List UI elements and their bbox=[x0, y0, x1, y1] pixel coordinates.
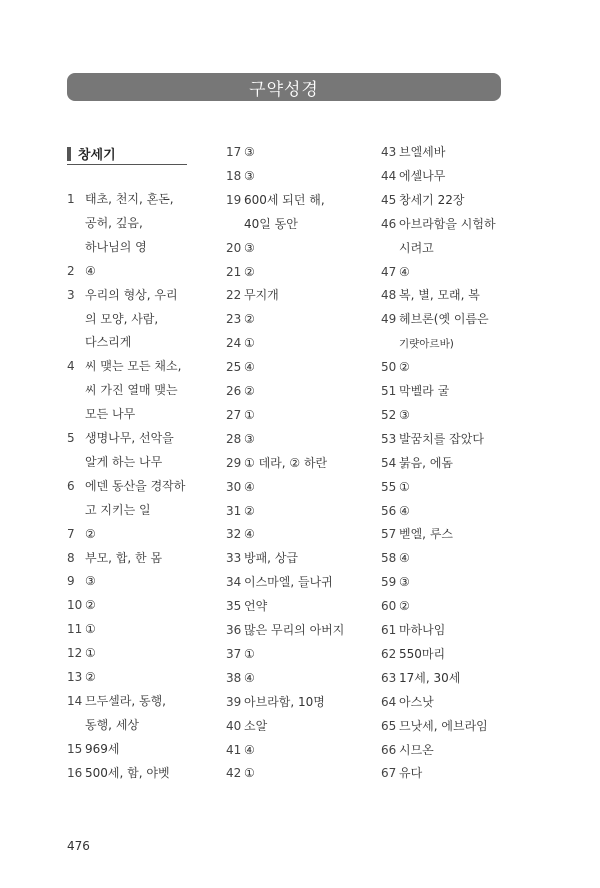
answer-item bbox=[226, 360, 255, 374]
question-number: 67 bbox=[381, 766, 397, 781]
answer-item bbox=[67, 527, 96, 541]
question-number: 26 bbox=[226, 384, 242, 398]
answer-text: ① bbox=[244, 407, 255, 422]
answer-item bbox=[381, 599, 410, 613]
question-number: 13 bbox=[67, 670, 83, 684]
answer-item bbox=[381, 360, 410, 374]
question-number: 10 bbox=[67, 598, 83, 613]
answer-continuation bbox=[381, 241, 434, 255]
question-number: 52 bbox=[381, 407, 397, 422]
answer-text: 아스낫 bbox=[399, 694, 434, 709]
question-number: 63 bbox=[381, 670, 397, 685]
answer-text: ② bbox=[244, 312, 255, 327]
question-number: 24 bbox=[226, 336, 242, 351]
answer-item bbox=[381, 695, 434, 709]
question-number: 41 bbox=[226, 742, 242, 757]
answer-text: ③ bbox=[399, 407, 410, 422]
question-number: 4 bbox=[67, 359, 75, 374]
answer-text: 씨 가진 열매 맺는 bbox=[85, 383, 178, 398]
answer-text: ④ bbox=[244, 479, 255, 494]
answer-item bbox=[226, 480, 255, 494]
answer-text: 많은 무리의 아버지 bbox=[244, 623, 345, 637]
answer-text: ② bbox=[85, 598, 96, 613]
answer-text: 시므온 bbox=[399, 742, 434, 757]
question-number: 57 bbox=[381, 527, 397, 542]
section-title: 창세기 bbox=[78, 148, 116, 163]
answer-text: 창세기 22장 bbox=[399, 192, 465, 207]
question-number: 19 bbox=[226, 192, 242, 207]
answer-item bbox=[67, 479, 185, 493]
answer-text: 언약 bbox=[244, 599, 268, 614]
question-number: 46 bbox=[381, 216, 397, 231]
answer-item bbox=[381, 719, 488, 733]
answer-text: 550마리 bbox=[399, 646, 446, 661]
answer-text: ④ bbox=[244, 360, 255, 375]
answer-item bbox=[381, 527, 453, 541]
question-number: 43 bbox=[381, 145, 397, 159]
question-number: 49 bbox=[381, 312, 397, 327]
question-number: 5 bbox=[67, 431, 75, 445]
section-banner bbox=[67, 73, 501, 101]
answer-item bbox=[381, 623, 445, 637]
answer-text: 마하나임 bbox=[399, 623, 446, 637]
answer-item bbox=[381, 384, 449, 398]
answer-item bbox=[226, 743, 255, 757]
answer-item bbox=[226, 288, 279, 302]
answer-continuation bbox=[67, 718, 139, 732]
question-number: 6 bbox=[67, 478, 75, 493]
question-number: 1 bbox=[67, 192, 75, 206]
answer-item bbox=[67, 551, 162, 565]
answer-text: 씨 맺는 모든 채소, bbox=[85, 359, 182, 374]
answer-item bbox=[381, 766, 422, 780]
question-number: 48 bbox=[381, 288, 397, 303]
answer-text: 소알 bbox=[244, 718, 268, 733]
answer-text: 에셀나무 bbox=[399, 168, 446, 183]
question-number: 2 bbox=[67, 263, 75, 278]
answer-item bbox=[381, 575, 410, 589]
question-number: 58 bbox=[381, 551, 397, 566]
answer-item bbox=[67, 598, 96, 612]
answer-continuation bbox=[67, 455, 162, 469]
answer-item bbox=[381, 456, 453, 470]
question-number: 54 bbox=[381, 455, 397, 470]
question-number: 25 bbox=[226, 360, 242, 375]
question-number: 11 bbox=[67, 622, 83, 637]
answer-text: ③ bbox=[399, 575, 410, 590]
answer-item bbox=[226, 145, 255, 159]
answer-text: 붉음, 에돔 bbox=[399, 455, 453, 470]
banner-title: 구약성경 bbox=[249, 79, 319, 100]
question-number: 42 bbox=[226, 766, 242, 781]
answer-item bbox=[67, 694, 166, 708]
answer-item bbox=[381, 408, 410, 422]
answer-item bbox=[226, 719, 267, 733]
answer-item bbox=[226, 551, 298, 565]
question-number: 17 bbox=[226, 145, 242, 159]
answer-text: 아브라함, 10명 bbox=[244, 694, 325, 709]
answer-item bbox=[67, 646, 96, 660]
answer-text: 브엘세바 bbox=[399, 145, 446, 159]
answer-text: ④ bbox=[244, 742, 255, 757]
question-number: 14 bbox=[67, 693, 83, 708]
answer-item bbox=[381, 743, 434, 757]
answer-continuation bbox=[67, 503, 151, 517]
answer-text: 발꿈치를 잡았다 bbox=[399, 431, 484, 446]
answer-item bbox=[381, 145, 445, 159]
answer-text: ④ bbox=[399, 264, 410, 279]
answer-item bbox=[67, 431, 174, 445]
answer-continuation bbox=[67, 407, 135, 421]
question-number: 33 bbox=[226, 551, 242, 566]
answer-text: 모든 나무 bbox=[85, 407, 136, 422]
answer-item bbox=[381, 647, 445, 661]
answer-text: 므두셀라, 동행, bbox=[85, 693, 166, 708]
answer-item bbox=[226, 671, 255, 685]
answer-item bbox=[226, 336, 255, 350]
answer-item bbox=[226, 599, 267, 613]
answer-text: ③ bbox=[244, 431, 255, 446]
question-number: 66 bbox=[381, 742, 397, 757]
answer-text: ④ bbox=[85, 263, 96, 278]
question-number: 44 bbox=[381, 168, 397, 183]
answer-text: ① bbox=[244, 646, 255, 661]
answer-text: ④ bbox=[244, 527, 255, 542]
answer-item bbox=[226, 647, 255, 661]
answer-item bbox=[381, 504, 410, 518]
question-number: 16 bbox=[67, 765, 83, 780]
answer-text: ③ bbox=[244, 168, 255, 183]
answer-text: ① 데라, ② 하란 bbox=[244, 455, 328, 470]
question-number: 31 bbox=[226, 503, 242, 518]
question-number: 8 bbox=[67, 550, 75, 565]
question-number: 35 bbox=[226, 599, 242, 614]
answer-item bbox=[67, 742, 120, 756]
question-number: 64 bbox=[381, 694, 397, 709]
answer-text: 동행, 세상 bbox=[85, 717, 139, 732]
answer-text: 헤브론(옛 이름은 bbox=[399, 312, 489, 327]
answer-text: ② bbox=[244, 503, 255, 518]
answer-text: 유다 bbox=[399, 766, 423, 781]
answer-item bbox=[381, 217, 496, 231]
answer-item bbox=[67, 622, 96, 636]
answer-item bbox=[381, 432, 484, 446]
question-number: 39 bbox=[226, 694, 242, 709]
answer-text: 969세 bbox=[85, 741, 120, 756]
answer-item bbox=[381, 551, 410, 565]
answer-text: ④ bbox=[244, 670, 255, 685]
answer-text: ① bbox=[244, 336, 255, 351]
question-number: 51 bbox=[381, 384, 397, 398]
question-number: 15 bbox=[67, 741, 83, 756]
page-number: 476 bbox=[67, 839, 90, 853]
answer-text: 다스리게 bbox=[85, 335, 132, 350]
answer-text: 막벨라 굴 bbox=[399, 384, 450, 398]
answer-continuation bbox=[226, 217, 298, 231]
answer-item bbox=[67, 670, 96, 684]
answer-text: 므낫세, 에브라임 bbox=[399, 718, 488, 733]
answer-item bbox=[67, 766, 170, 780]
answer-text: ② bbox=[244, 384, 255, 398]
answer-text: 벧엘, 루스 bbox=[399, 527, 453, 542]
question-number: 9 bbox=[67, 574, 75, 589]
answer-text: ② bbox=[244, 264, 255, 279]
answer-item bbox=[67, 192, 174, 206]
answer-text: ④ bbox=[399, 551, 410, 566]
question-number: 62 bbox=[381, 646, 397, 661]
question-number: 36 bbox=[226, 623, 242, 637]
answer-item bbox=[226, 456, 327, 470]
answer-item bbox=[226, 695, 325, 709]
answer-item bbox=[226, 766, 255, 780]
answer-item bbox=[226, 169, 255, 183]
question-number: 55 bbox=[381, 479, 397, 494]
answer-item bbox=[226, 384, 255, 398]
answer-text: 고 지키는 일 bbox=[85, 502, 151, 517]
question-number: 28 bbox=[226, 431, 242, 446]
question-number: 45 bbox=[381, 192, 397, 207]
answer-text: 의 모양, 사람, bbox=[85, 311, 159, 326]
answer-text: 600세 되던 해, bbox=[244, 192, 325, 207]
question-number: 27 bbox=[226, 407, 242, 422]
answer-text: 40일 동안 bbox=[244, 216, 298, 231]
answer-text: 아브라함을 시험하 bbox=[399, 216, 496, 231]
question-number: 21 bbox=[226, 264, 242, 279]
question-number: 7 bbox=[67, 526, 75, 541]
answer-text: 에덴 동산을 경작하 bbox=[85, 478, 186, 493]
answer-continuation bbox=[67, 312, 158, 326]
question-number: 60 bbox=[381, 599, 397, 614]
answer-item bbox=[226, 241, 255, 255]
question-number: 23 bbox=[226, 312, 242, 327]
answer-item bbox=[381, 193, 464, 207]
question-number: 30 bbox=[226, 479, 242, 494]
answer-item bbox=[226, 575, 333, 589]
question-number: 38 bbox=[226, 670, 242, 685]
answer-item bbox=[67, 264, 96, 278]
answer-text: ④ bbox=[399, 503, 410, 518]
answer-item bbox=[67, 574, 96, 588]
answer-item bbox=[226, 408, 255, 422]
answer-text: 우리의 형상, 우리 bbox=[85, 287, 178, 302]
answer-text: 17세, 30세 bbox=[399, 670, 461, 685]
answer-item bbox=[381, 480, 410, 494]
answer-text: ② bbox=[85, 526, 96, 541]
answer-text: 태초, 천지, 혼돈, bbox=[85, 192, 174, 206]
question-number: 47 bbox=[381, 264, 397, 279]
answer-continuation bbox=[381, 336, 454, 351]
answer-text: 방패, 상급 bbox=[244, 551, 298, 566]
answer-item bbox=[67, 359, 181, 373]
answer-text: ① bbox=[85, 646, 96, 661]
answer-text: 생명나무, 선악을 bbox=[85, 431, 174, 445]
question-number: 40 bbox=[226, 718, 242, 733]
answer-text: 500세, 함, 야벳 bbox=[85, 765, 170, 780]
question-number: 56 bbox=[381, 503, 397, 518]
answer-text: 공허, 깊음, bbox=[85, 215, 143, 230]
answer-text: ② bbox=[399, 360, 410, 375]
answer-item bbox=[381, 671, 460, 685]
answer-continuation bbox=[67, 240, 147, 254]
answer-text: ③ bbox=[85, 574, 96, 589]
question-number: 59 bbox=[381, 575, 397, 590]
answer-continuation bbox=[67, 335, 131, 349]
answer-text: 기럇아르바) bbox=[399, 338, 454, 351]
answer-text: ① bbox=[399, 479, 410, 494]
answer-text: ① bbox=[244, 766, 255, 781]
question-number: 12 bbox=[67, 646, 83, 661]
section-heading bbox=[67, 144, 187, 165]
question-number: 22 bbox=[226, 288, 242, 303]
answer-item bbox=[226, 623, 344, 637]
question-number: 34 bbox=[226, 575, 242, 590]
answer-text: 시려고 bbox=[399, 240, 434, 255]
answer-item bbox=[381, 312, 489, 326]
question-number: 53 bbox=[381, 431, 397, 446]
answer-item bbox=[226, 193, 325, 207]
question-number: 3 bbox=[67, 287, 75, 302]
answer-item bbox=[226, 527, 255, 541]
answer-text: 무지개 bbox=[244, 288, 279, 303]
answer-item bbox=[381, 169, 445, 183]
answer-continuation bbox=[67, 383, 178, 397]
answer-text: 알게 하는 나무 bbox=[85, 454, 163, 469]
question-number: 18 bbox=[226, 168, 242, 183]
question-number: 50 bbox=[381, 360, 397, 375]
answer-item bbox=[226, 312, 255, 326]
answer-text: 이스마엘, 들나귀 bbox=[244, 575, 333, 590]
answer-continuation bbox=[67, 216, 143, 230]
question-number: 65 bbox=[381, 718, 397, 733]
answer-text: ③ bbox=[244, 240, 255, 255]
answer-item bbox=[226, 265, 255, 279]
answer-text: 부모, 합, 한 몸 bbox=[85, 550, 163, 565]
answer-item bbox=[67, 288, 178, 302]
answer-item bbox=[226, 504, 255, 518]
answer-text: 하나님의 영 bbox=[85, 239, 147, 254]
answer-text: ② bbox=[85, 670, 96, 684]
answer-text: ① bbox=[85, 622, 96, 637]
heading-marker bbox=[67, 147, 71, 161]
answer-item bbox=[381, 265, 410, 279]
answer-text: 복, 별, 모래, 복 bbox=[399, 288, 480, 303]
answer-item bbox=[226, 432, 255, 446]
question-number: 37 bbox=[226, 646, 242, 661]
answer-text: ③ bbox=[244, 145, 255, 159]
question-number: 20 bbox=[226, 240, 242, 255]
answer-item bbox=[381, 288, 480, 302]
answer-text: ② bbox=[399, 599, 410, 614]
question-number: 29 bbox=[226, 455, 242, 470]
question-number: 61 bbox=[381, 623, 397, 637]
question-number: 32 bbox=[226, 527, 242, 542]
